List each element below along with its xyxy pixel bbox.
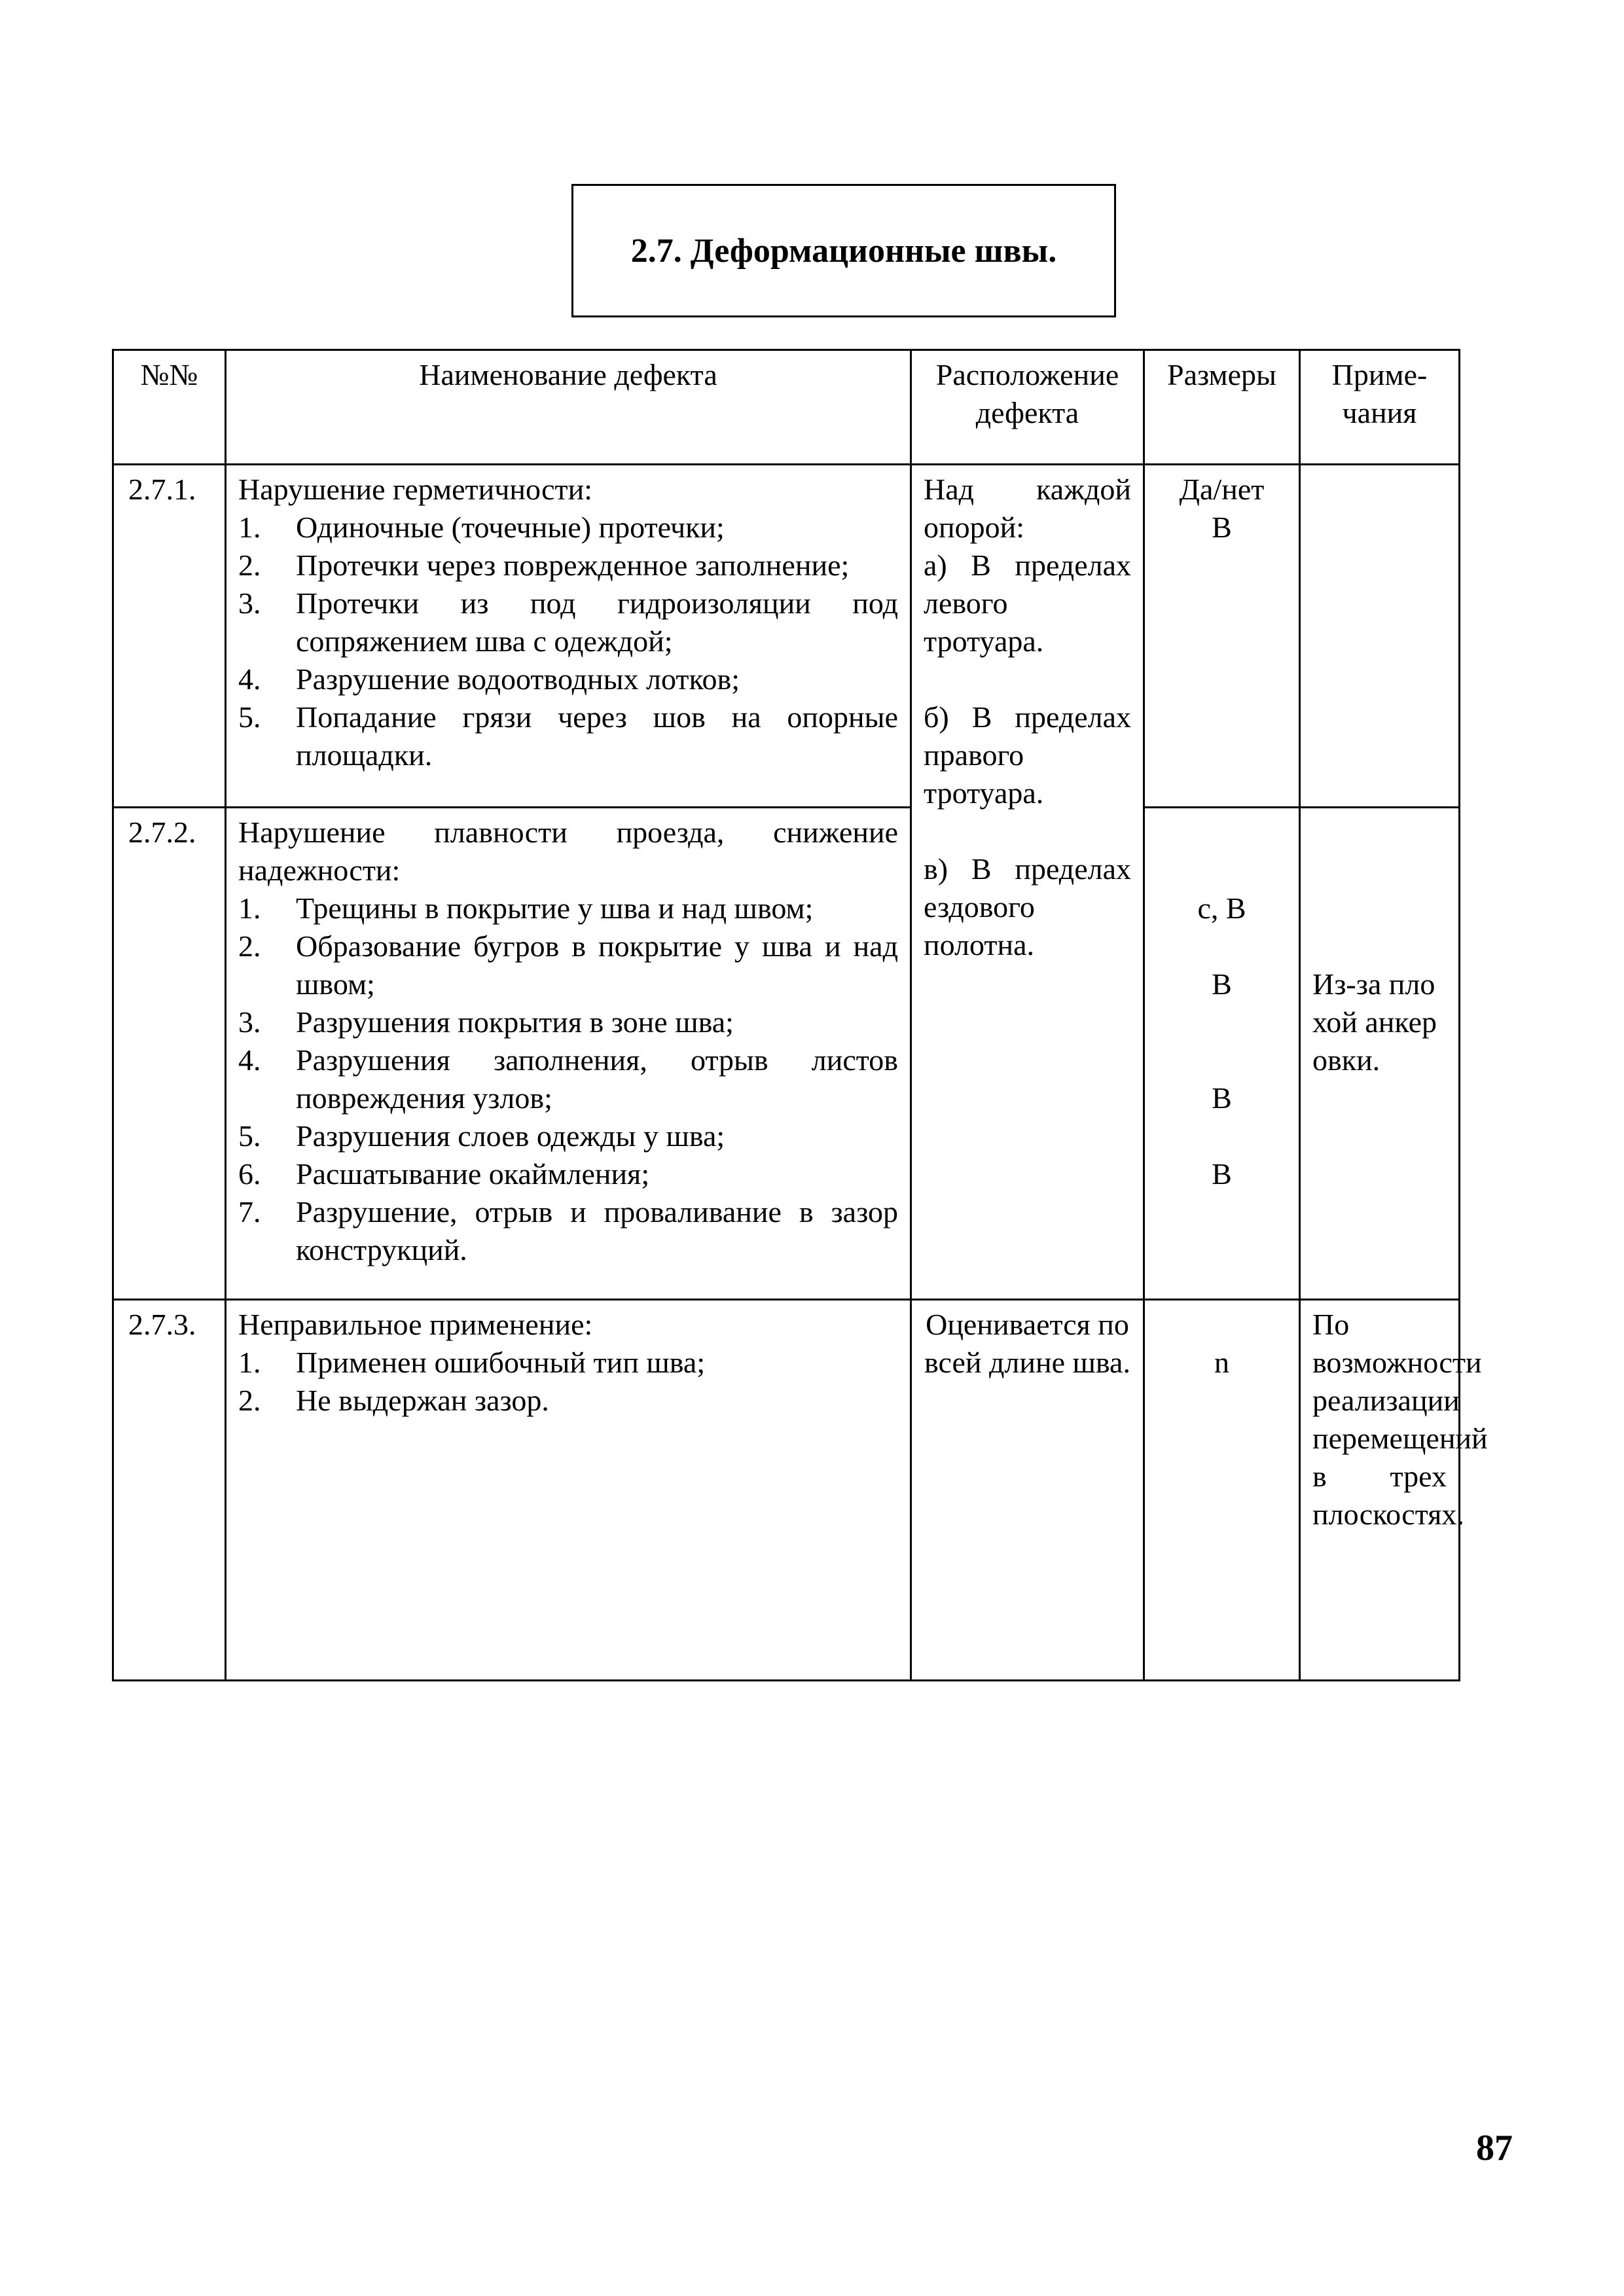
- defect-list: [238, 509, 898, 774]
- defect-title: Нарушение герметичности:: [238, 473, 593, 506]
- list-item: 2. Протечки через поврежденное заполнение;: [238, 548, 850, 582]
- defect-description: [226, 465, 911, 808]
- list-item: 5. Разрушения слоев одежды у шва;: [238, 1119, 725, 1153]
- list-item: 1. Одиночные (точечные) протечки;: [238, 511, 725, 544]
- defect-description: [226, 808, 911, 1300]
- row-number: 2.7.1.: [113, 465, 226, 808]
- table-row: [113, 1300, 1460, 1681]
- location-c: в) В пределах ездового полотна.: [924, 852, 1131, 961]
- location-b: б) В пределах правого тротуара.: [924, 700, 1131, 810]
- defect-notes: [1300, 465, 1460, 808]
- defect-size: Да/нет В: [1144, 465, 1300, 808]
- section-title: 2.7. Деформационные швы.: [571, 184, 1116, 317]
- header-location: Расположение дефекта: [911, 350, 1144, 465]
- list-item: 6. Расшатывание окаймления;: [238, 1157, 650, 1191]
- list-item: 1. Применен ошибочный тип шва;: [238, 1346, 706, 1379]
- header-row: [113, 350, 1460, 465]
- defect-list: [238, 1344, 898, 1420]
- defect-notes: Из-за плохой анкеровки.: [1300, 808, 1460, 1300]
- header-notes: Приме-чания: [1300, 350, 1460, 465]
- defect-size: с, В В В В: [1144, 808, 1300, 1300]
- table-row: [113, 808, 1460, 1300]
- list-item: 1. Трещины в покрытие у шва и над швом;: [238, 891, 814, 925]
- list-item: 3. Протечки из под гидроизоляции под сопряжением шва с одеждой;: [238, 586, 898, 658]
- defect-title: Неправильное применение:: [238, 1308, 593, 1341]
- defect-list: [238, 889, 898, 1269]
- list-item: 5. Попадание грязи через шов на опорные площадки.: [238, 700, 898, 772]
- list-item: 4. Разрушение водоотводных лотков;: [238, 662, 740, 696]
- defects-table: [112, 349, 1488, 1681]
- list-item: 7. Разрушение, отрыв и проваливание в зазор конструкций.: [238, 1195, 898, 1266]
- header-name: Наименование дефекта: [226, 350, 911, 465]
- table-row: [113, 465, 1460, 808]
- location-a: а) В пределах левого тротуара.: [924, 548, 1131, 658]
- list-item: 3. Разрушения покрытия в зоне шва;: [238, 1005, 734, 1039]
- defect-location: [911, 465, 1144, 1300]
- header-num: №№: [113, 350, 226, 465]
- location-intro: Над каждой опорой:: [924, 473, 1131, 544]
- defect-size: n: [1144, 1300, 1300, 1681]
- row-number: 2.7.3.: [113, 1300, 226, 1681]
- defect-notes: По возможности реализации перемещений в трех плоскостях.: [1300, 1300, 1460, 1681]
- list-item: 2. Не выдержан зазор.: [238, 1384, 549, 1417]
- defect-description: [226, 1300, 911, 1681]
- page-number: 87: [1476, 2128, 1513, 2168]
- header-size: Размеры: [1144, 350, 1300, 465]
- list-item: 2. Образование бугров в покрытие у шва и над швом;: [238, 929, 898, 1001]
- defect-location: Оценивается по всей длине шва.: [911, 1300, 1144, 1681]
- list-item: 4. Разрушения заполнения, отрыв листов повреждения узлов;: [238, 1043, 898, 1115]
- row-number: 2.7.2.: [113, 808, 226, 1300]
- defect-title: Нарушение плавности проезда, снижение надежности:: [238, 816, 898, 887]
